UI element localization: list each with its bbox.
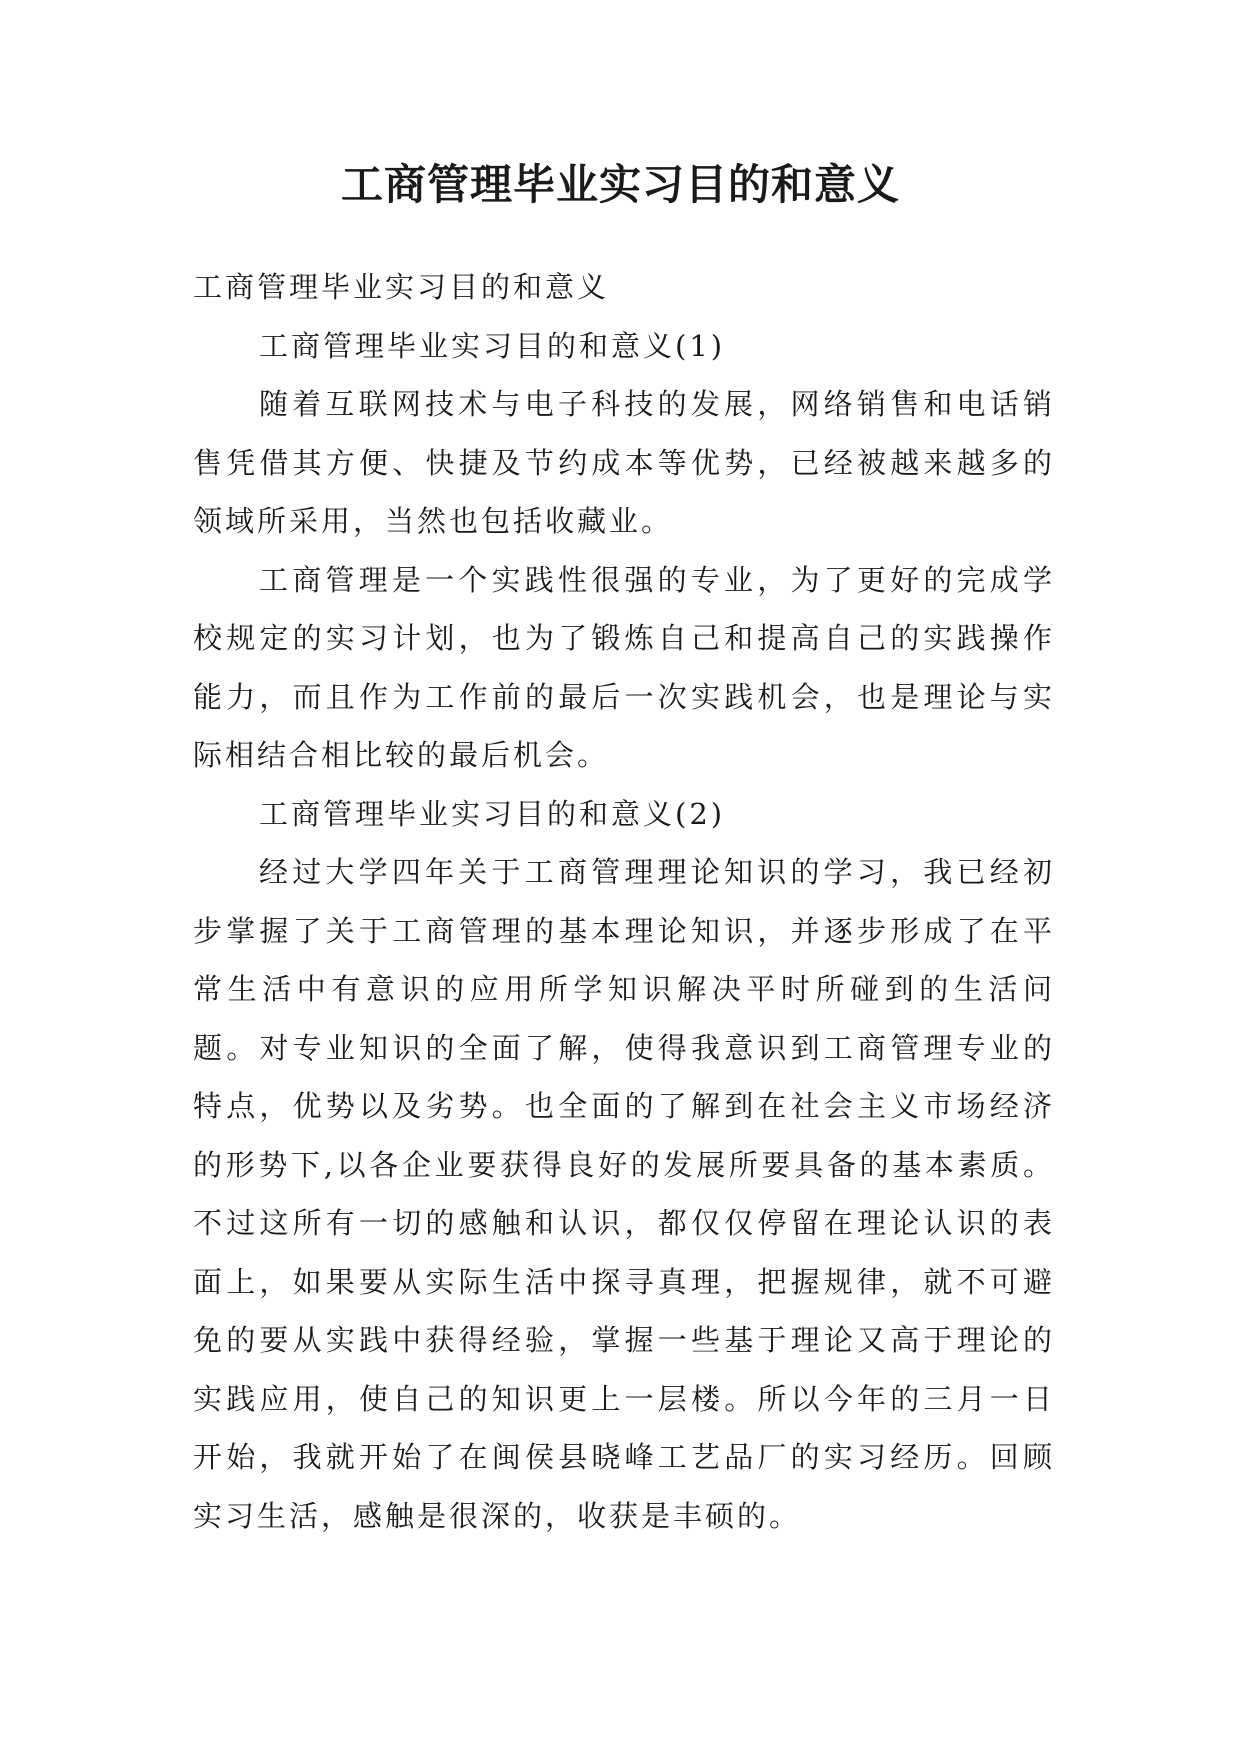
body-paragraph-2: 工商管理是一个实践性很强的专业，为了更好的完成学校规定的实习计划，也为了锻炼自己和提高自己的实践操作能力，而且作为工作前的最后一次实践机会，也是理论与实际相结合相比较的最后机会。 [193,562,1055,772]
body-paragraph-3: 经过大学四年关于工商管理理论知识的学习，我已经初步掌握了关于工商管理的基本理论知识，并逐步形成了在平常生活中有意识的应用所学知识解决平时所碰到的生活问题。对专业知识的全面了解，使得我意识到工商管理专业的特点，优势以及劣势。也全面的了解到在社会主义市场经济的形势下,以各企业要获得良好的发展所要具备的基本素质。不过这所有一切的感触和认识，都仅仅停留在理论认识的表面上，如果要从实际生活中探寻真理，把握规律，就不可避免的要从实践中获得经验，掌握一些基于理论又高于理论的实践应用，使自己的知识更上一层楼。所以今年的三月一日开始，我就开始了在闽侯县晓峰工艺品厂的实习经历。回顾实习生活，感触是很深的，收获是丰硕的。 [193,855,1055,1533]
document-title: 工商管理毕业实习目的和意义 [340,160,900,209]
section-heading-1: 工商管理毕业实习目的和意义(1) [259,328,726,363]
body-paragraph-1: 随着互联网技术与电子科技的发展，网络销售和电话销售凭借其方便、快捷及节约成本等优势，已经被越来越多的领域所采用，当然也包括收藏业。 [193,387,1055,538]
section-heading-2: 工商管理毕业实习目的和意义(2) [259,796,726,831]
subtitle-paragraph: 工商管理毕业实习目的和意义 [193,270,610,304]
document-body [193,258,1055,1545]
